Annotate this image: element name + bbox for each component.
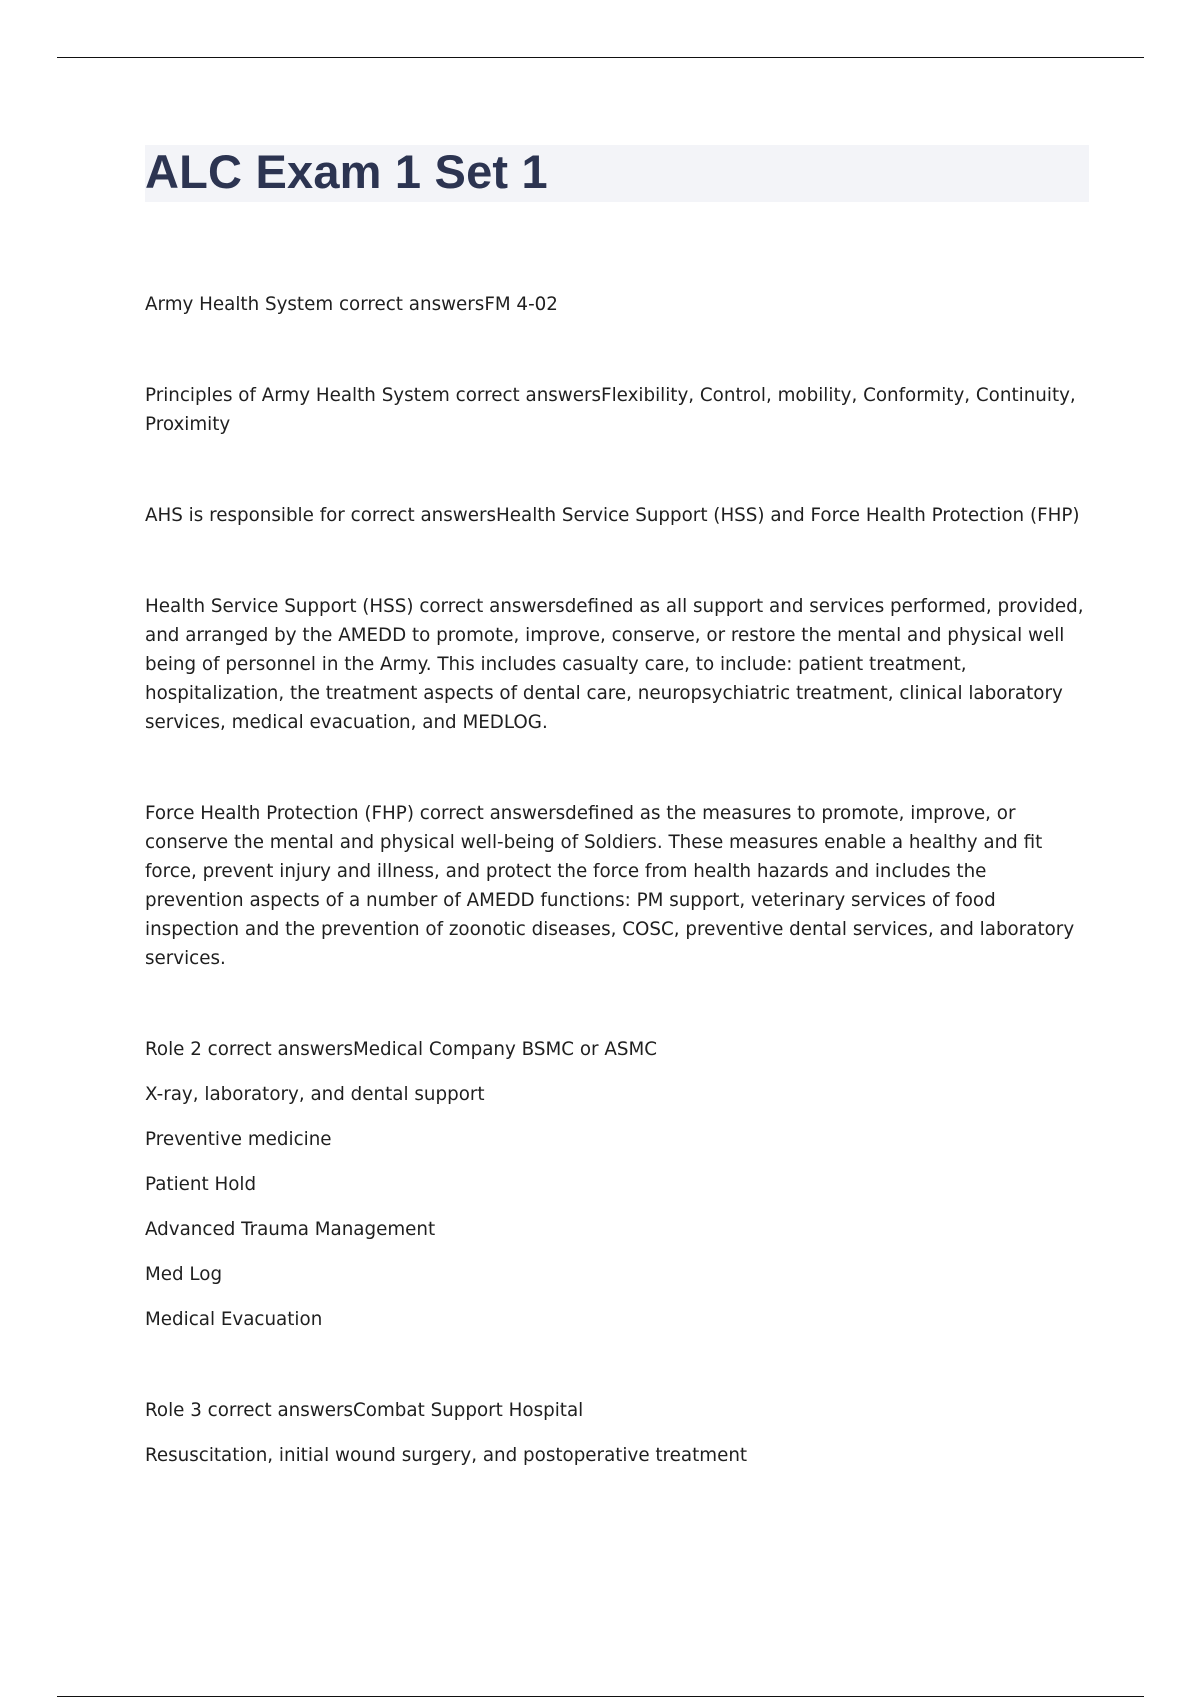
document-body — [145, 290, 1089, 1532]
qa-subline: X-ray, laboratory, and dental support — [145, 1084, 485, 1105]
bottom-rule — [57, 1696, 1144, 1697]
qa-entry-role-3 — [145, 1396, 1089, 1470]
qa-subline: Medical Evacuation — [145, 1309, 323, 1330]
qa-entry-ahs-responsible — [145, 501, 1089, 530]
qa-text: Role 3 correct answersCombat Support Hospital — [145, 1400, 584, 1421]
page-title: ALC Exam 1 Set 1 — [145, 145, 548, 198]
qa-subline: Med Log — [145, 1264, 223, 1285]
qa-text: Army Health System correct answersFM 4-02 — [145, 294, 558, 315]
qa-text: AHS is responsible for correct answersHealth Service Support (HSS) and Force Health Protection (FHP) — [145, 505, 1080, 526]
qa-subline: Advanced Trauma Management — [145, 1219, 436, 1240]
qa-entry-army-health-system — [145, 290, 1089, 319]
qa-entry-principles — [145, 381, 1089, 439]
qa-entry-hss — [145, 592, 1089, 737]
qa-text: Principles of Army Health System correct answersFlexibility, Control, mobility, Conformity, Continuity, Proximity — [145, 385, 1076, 435]
qa-subline: Resuscitation, initial wound surgery, and postoperative treatment — [145, 1445, 748, 1466]
qa-entry-role-2 — [145, 1035, 1089, 1334]
top-rule — [57, 57, 1144, 58]
qa-entry-fhp — [145, 799, 1089, 973]
qa-text: Health Service Support (HSS) correct answersdefined as all support and services performed, provided, and arranged by the AMEDD to promote, improve, conserve, or restore the mental and physical well being of personnel in the Army. This includes casualty care, to include: patient treatment, hospitalization, the treatment aspects of dental care, neuropsychiatric treatment, clinical laboratory services, medical evacuation, and MEDLOG. — [145, 596, 1084, 733]
qa-subline: Preventive medicine — [145, 1129, 332, 1150]
qa-text: Role 2 correct answersMedical Company BSMC or ASMC — [145, 1039, 657, 1060]
qa-subline: Patient Hold — [145, 1174, 257, 1195]
qa-text: Force Health Protection (FHP) correct answersdefined as the measures to promote, improve, or conserve the mental and physical well-being of Soldiers. These measures enable a healthy and fit force, prevent injury and illness, and protect the force from health hazards and includes the prevention aspects of a number of AMEDD functions: PM support, veterinary services of food inspection and the prevention of zoonotic diseases, COSC, preventive dental services, and laboratory services. — [145, 803, 1075, 969]
